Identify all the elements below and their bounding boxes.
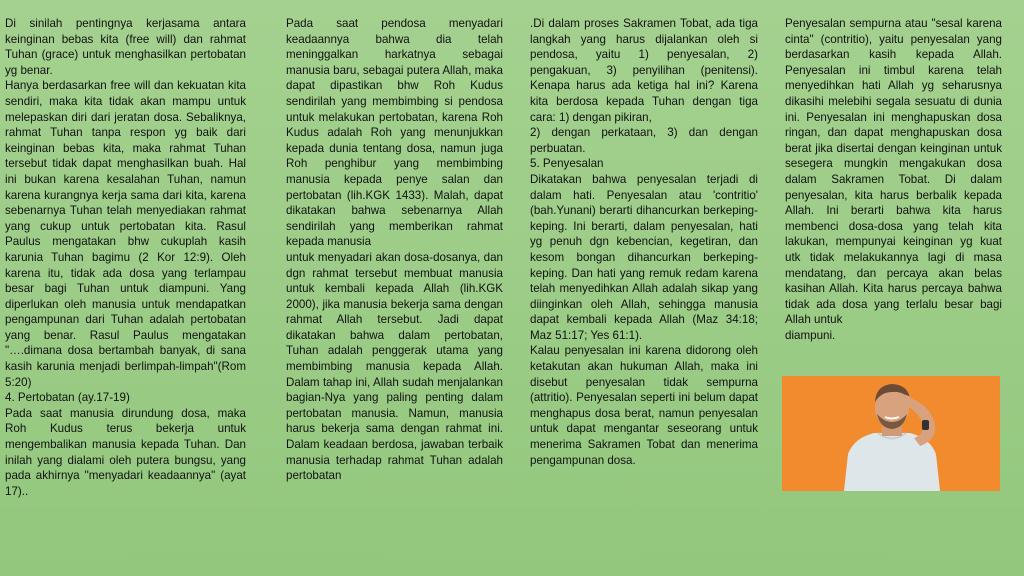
- paragraph-diampuni: diampuni.: [785, 328, 836, 342]
- heading-penyesalan: 5. Penyesalan: [530, 157, 604, 171]
- column-1: [5, 16, 246, 499]
- heading-pertobatan: 4. Pertobatan (ay.17-19): [5, 391, 130, 405]
- paragraph-kerjasama: Di sinilah pentingnya kerjasama antara keinginan bebas kita (free will) dan rahmat Tuhan (grace) untuk menghasilkan pertobatan yg benar.: [5, 17, 246, 77]
- paragraph-sakramen-tobat: .Di dalam proses Sakramen Tobat, ada tiga langkah yang harus dijalankan oleh si pendosa, yaitu 1) penyesalan, 2) pengakuan, 3) penyilihan (penitensi). Kenapa harus ada ketiga hal ini? Karena kita berdosa kepada Tuhan dengan tiga cara: 1) dengan pikiran,: [530, 17, 758, 124]
- column-4: [785, 16, 1002, 343]
- paragraph-contritio: Dikatakan bahwa penyesalan terjadi di dalam hati. Penyesalan atau 'contritio' (bah.Yunani) berarti dihancurkan berkeping-keping. Ini berarti, dalam penyesalan, hati yg penuh dgn kebencian, kegetiran, dan kesom bongan dihancurkan berkeping-keping. Dan hati yang remuk redam karena telah menyedihkan Allah adalah sikap yang diinginkan oleh Allah, sehingga manusia dapat kembali kepada Allah (Maz 34:18; Maz 51:17; Yes 61:1).: [530, 172, 758, 342]
- regretful-man-photo: [782, 376, 1000, 491]
- paragraph-perkataan: 2) dengan perkataan, 3) dan dengan perbuatan.: [530, 126, 758, 155]
- paragraph-attritio: Kalau penyesalan ini karena didorong oleh ketakutan akan hukuman Allah, maka ini disebut penyesalan tidak sempurna (attritio). Penyesalan seperti ini belum dapat menghapus dosa berat, namun penyesalan untuk dapat mengantar seseorang untuk menerima Sakramen Tobat dan menerima pengampunan dosa.: [530, 344, 758, 467]
- paragraph-pendosa-menyadari: Pada saat pendosa menyadari keadaannya bahwa dia telah meninggalkan harkatnya sebagai manusia baru, sebagai putera Allah, maka dapat dipastikan bhw Roh Kudus sendirilah yang membimbing si pendosa untuk melakukan pertobatan, karena Roh Kudus adalah Roh yang menunjukkan kepada dunia tentang dosa, namun juga Roh penghibur yang membimbing manusia kepada penye salan dan pertobatan (lih.KGK 1433). Malah, dapat dikatakan bahwa sebenarnya Allah sendirilah yang memberikan rahmat kepada manusia: [286, 17, 503, 249]
- man-illustration: [782, 376, 1000, 491]
- paragraph-rahmat-allah: untuk menyadari akan dosa-dosanya, dan dgn rahmat tersebut membuat manusia untuk kembali kepada Allah (lih.KGK 2000), jika manusia bekerja sama dengan rahmat Allah tersebut. Jadi dapat dikatakan bahwa dalam pertobatan, Tuhan adalah penggerak utama yang membimbing manusia kepada Allah. Dalam tahap ini, Allah sudah menjalankan bagian-Nya yang paling penting dalam pertobatan manusia. Namun, manusia harus bekerja sama dengan rahmat ini. Dalam keadaan berdosa, jawaban terbaik manusia terhadap rahmat Tuhan adalah pertobatan: [286, 250, 503, 483]
- paragraph-penyesalan-sempurna: Penyesalan sempurna atau "sesal karena cinta" (contritio), yaitu penyesalan yang berdasarkan kasih kepada Allah. Penyesalan ini timbul karena telah menyedihkan hati Allah yg seharusnya dikasihi melebihi segala sesuatu di dunia ini. Penyesalan ini menghapuskan dosa ringan, dan dapat menghapuskan dosa berat jika disertai dengan keinginan untuk sesegera mungkin mengakukan dosa dalam Sakramen Tobat. Di dalam penyesalan, kita harus berbalik kepada Allah. Ini berarti bahwa kita harus membenci dosa-dosa yang telah kita lakukan, mempunyai keinginan yg kuat utk tidak melakukannya lagi di masa mendatang, dan percaya akan belas kasihan Allah. Kita harus percaya bahwa tidak ada dosa yang terlalu besar bagi Allah untuk: [785, 17, 1002, 327]
- paragraph-roh-kudus: Pada saat manusia dirundung dosa, maka Roh Kudus terus bekerja untuk mengembalikan manusia kepada Tuhan. Dan inilah yang dialami oleh putera bungsu, yang pada akhirnya "menyadari keadaannya" (ayat 17)..: [5, 406, 246, 498]
- column-2: [286, 16, 503, 484]
- paragraph-free-will: Hanya berdasarkan free will dan kekuatan kita sendiri, maka kita tidak akan mampu untuk melepaskan diri dari jeratan dosa. Sebaliknya, rahmat Tuhan tanpa respon yg baik dari keinginan bebas kita, maka rahmat Tuhan tersebut tidak dapat menghasilkan buah. Hal ini bukan karena kesalahan Tuhan, namun karena kurangnya kerja sama dari kita, karena sebenarnya Tuhan telah menyediakan rahmat yang cukup untuk pertobatan kita. Rasul Paulus mengatakan bhw cukuplah kasih karunia Tuhan bagimu (2 Kor 12:9). Oleh karena itu, tidak ada dosa yang terlampau besar bagi Tuhan untuk diampuni. Yang diperlukan oleh manusia untuk mendapatkan pengampunan dari Tuhan adalah pertobatan yang benar. Rasul Paulus mengatakan "….dimana dosa bertambah banyak, di sana kasih karunia menjadi berlimpah-limpah"(Rom 5:20): [5, 79, 246, 389]
- column-3: [530, 16, 758, 468]
